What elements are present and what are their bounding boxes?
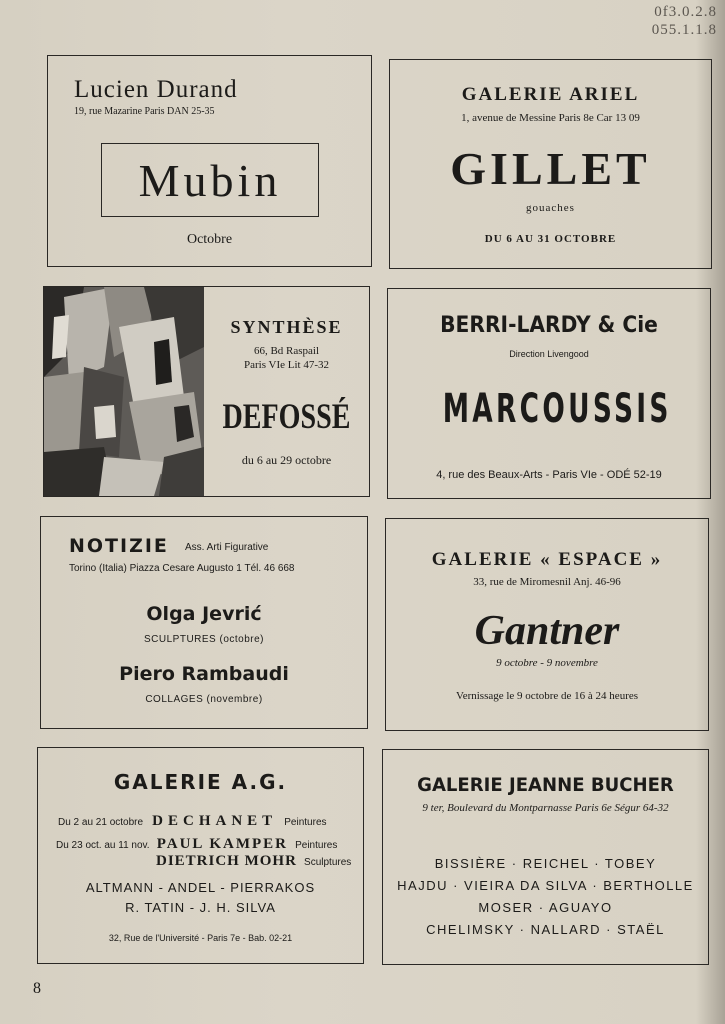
gallery-address: 1, avenue de Messine Paris 8e Car 13 09 [461,112,640,124]
exhibition-line [156,850,351,870]
ad-galerie-espace [385,518,709,731]
medium: Peintures [284,817,327,828]
artist-name: PAUL KAMPER [156,836,288,852]
medium: Sculptures [304,857,352,868]
ad-text-panel [204,287,369,496]
artist-name: GILLET [450,143,651,194]
ad-notizie [40,516,368,729]
gallery-name: GALERIE ARIEL [461,84,640,105]
artist-list: CHELIMSKY · NALLARD · STAËL [426,922,665,937]
association-name: Ass. Arti Figurative [185,542,269,553]
artist-list: HAJDU · VIEIRA DA SILVA · BERTHOLLE [397,878,694,893]
artist-name: MARCOUSSIS [442,386,672,432]
artist-name: Mubin [138,155,282,206]
exhibition-month: Octobre [186,232,233,247]
gallery-name: Lucien Durand [74,76,238,103]
medium: SCULPTURES (octobre) [143,634,265,645]
artist-name: DECHANET [152,813,278,829]
artist-name: Olga Jevrić [146,603,262,625]
ad-berri-lardy [387,288,711,499]
exhibition-dates: 9 octobre - 9 novembre [496,657,598,669]
exhibition-dates: Du 2 au 21 octobre [58,817,144,828]
artist-list: MOSER · AGUAYO [478,900,613,915]
artist-list: BISSIÈRE · REICHEL · TOBEY [434,856,657,871]
gallery-name: GALERIE « ESPACE » [431,549,663,570]
ad-galerie-ariel [389,59,712,269]
archive-mark: 0f3.0.2.8 [654,4,717,20]
gallery-name: NOTIZIE [69,535,169,557]
gallery-address: 19, rue Mazarine Paris DAN 25-35 [74,106,215,117]
ad-lucien-durand [47,55,372,267]
gallery-address: Torino (Italia) Piazza Cesare Augusto 1 Tél. 46 668 [69,563,295,574]
artist-frame [101,143,319,217]
gallery-address: Paris VIe Lit 47-32 [243,359,330,371]
gallery-direction: Direction Livengood [509,349,589,359]
artist-name: Piero Rambaudi [119,663,289,685]
medium: gouaches [526,202,575,214]
artist-list: ALTMANN - ANDEL - PIERRAKOS [85,880,316,895]
medium: Peintures [295,840,338,851]
page-number: 8 [33,980,41,997]
ad-galerie-ag [37,747,364,964]
archive-marks [652,3,717,39]
artist-name: Gantner [474,608,620,654]
gallery-address: 4, rue des Beaux-Arts - Paris VIe - ODÉ 52-19 [436,469,662,481]
artist-list: R. TATIN - J. H. SILVA [125,900,276,915]
vernissage-info: Vernissage le 9 octobre de 16 à 24 heures [455,690,639,702]
ad-galerie-jeanne-bucher [382,749,709,965]
gallery-name: SYNTHÈSE [230,317,343,337]
gallery-address: 9 ter, Boulevard du Montparnasse Paris 6e Ségur 64-32 [422,802,669,814]
artwork-image [44,287,204,496]
exhibition-dates: Du 23 oct. au 11 nov. [56,840,150,851]
gallery-address: 32, Rue de l'Université - Paris 7e - Bab. 02-21 [108,933,293,943]
medium: COLLAGES (novembre) [145,694,263,705]
gallery-name: GALERIE JEANNE BUCHER [417,774,674,796]
gallery-address: 33, rue de Miromesnil Anj. 46-96 [473,576,621,588]
artist-name: DEFOSSÉ [222,396,351,436]
exhibition-line [58,810,327,830]
exhibition-dates: du 6 au 29 octobre [241,453,332,467]
artist-name: DIETRICH MOHR [156,853,297,869]
ad-synthese [43,286,370,497]
gallery-name: BERRI-LARDY & Cie [440,313,658,338]
archive-mark: 055.1.1.8 [651,22,717,38]
gallery-name: GALERIE A.G. [113,770,288,794]
gallery-address: 66, Bd Raspail [253,345,320,357]
exhibition-dates: DU 6 AU 31 OCTOBRE [484,233,617,245]
